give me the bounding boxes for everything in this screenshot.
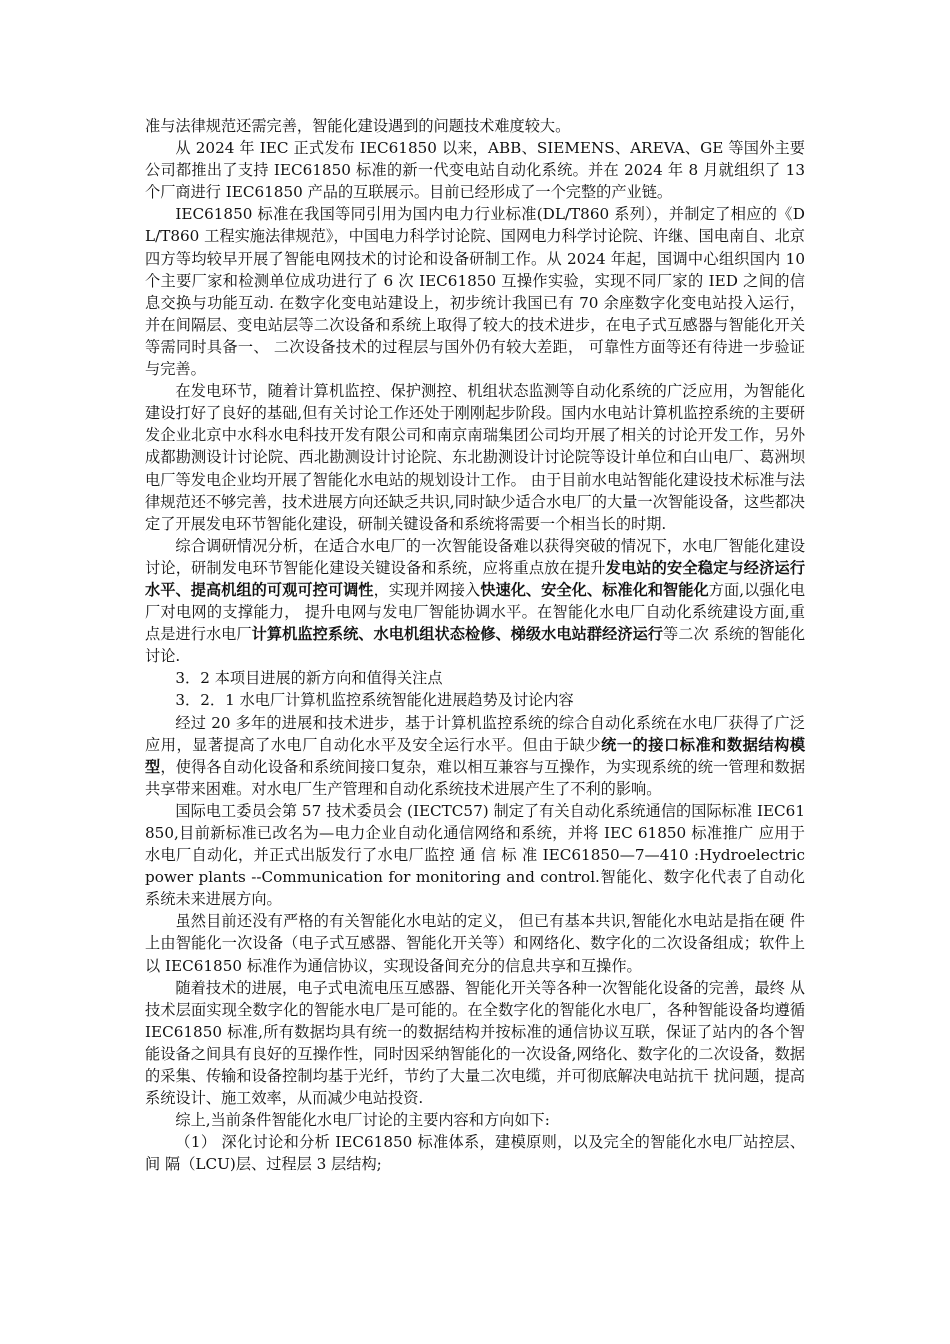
section-heading xyxy=(145,667,805,689)
text-run: 准与法律规范还需完善，智能化建设遇到的问题技术难度较大。 xyxy=(145,117,571,135)
subsection-heading xyxy=(145,689,805,711)
text-run: 从 2024 年 IEC 正式发布 IEC61850 以来，ABB、SIEMENS、AREVA、GE 等国外主要公司都推出了支持 IEC61850 标准的新一代变电站自动化系统。并在 2024 年 8 月就组织了 13 个厂商进行 IEC61850 产品的互联展示。目前已经形成了一个完整的产业链。 xyxy=(145,139,805,202)
document-page xyxy=(145,115,805,1176)
text-run: 虽然目前还没有严格的有关智能化水电站的定义， 但已有基本共识,智能化水电站是指在硬 件上由智能化一次设备（电子式互感器、智能化开关等）和网络化、数字化的二次设备组成；软件上以 IEC61850 标准作为通信协议，实现设备间充分的信息共享和互操作。 xyxy=(145,912,805,975)
paragraph xyxy=(145,535,805,668)
emphasis-text: 统一的接口标准和数据结构模型 xyxy=(145,735,806,776)
text-run: 经过 20 多年的进展和技术进步，基于计算机监控系统的综合自动化系统在水电厂获得了广泛应用，显著提高了水电厂自动化水平及安全运行水平。但由于缺少 xyxy=(145,713,805,754)
paragraph xyxy=(145,712,805,800)
text-run: IEC61850 标准在我国等同引用为国内电力行业标准(DL/T860 系列），并制定了相应的《DL/T860 工程实施法律规范》，中国电力科学讨论院、国网电力科学讨论院、许继、国电南自、北京四方等均较早开展了智能电网技术的讨论和设备研制工作。从 2024 年起，国调中心组织国内 10 个主要厂家和检测单位成功进行了 6 次 IEC61850 互操作实验，实现不同厂家的 IED 之间的信息交换与功能互动. 在数字化变电站建设上，初步统计我国已有 70 余座数字化变电站投入运行，并在间隔层、变电站层等二次设备和系统上取得了较大的技术进步，在电子式互感器与智能化开关等需同时具备一、 二次设备技术的过程层与国外仍有较大差距， 可靠性方面等还有待进一步验证与完善。 xyxy=(145,205,805,379)
text-run: 国际电工委员会第 57 技术委员会 (IECTC57) 制定了有关自动化系统通信的国际标准 IEC61850,目前新标准已改名为—电力企业自动化通信网络和系统，并将 IEC 61850 标准推广 应用于水电厂自动化，并正式出版发行了水电厂监控 通 信 标 准 IEC61850—7—410 :Hydroelectric power plants --Communication for monitoring and control.智能化、数字化代表了自动化系统未来进展方向。 xyxy=(145,801,805,909)
paragraph xyxy=(145,910,805,976)
text-run: 综合调研情况分析，在适合水电厂的一次智能设备难以获得突破的情况下，水电厂智能化建设讨论，研制发电环节智能化建设关键设备和系统，应将重点放在提升 xyxy=(145,536,805,577)
text-run: ，实现并网接入 xyxy=(373,580,481,599)
paragraph xyxy=(145,977,805,1110)
list-item xyxy=(145,1131,805,1175)
emphasis-text: 快速化、安全化、标准化和智能化 xyxy=(480,580,709,599)
emphasis-text: 计算机监控系统、水电机组状态检修、梯级水电站群经济运行 xyxy=(251,625,664,644)
text-run: 方面,以强化电厂对电网的支撑能力， 提升电网与发电厂智能协调水平。在智能化水电厂自动化系统建设方面,重点是进行水电厂 xyxy=(145,580,806,644)
paragraph xyxy=(145,137,805,203)
paragraph xyxy=(145,1109,805,1131)
text-run: （1） 深化讨论和分析 IEC61850 标准体系，建模原则，以及完全的智能化水电厂站控层、间 隔（LCU)层、过程层 3 层结构; xyxy=(145,1133,805,1174)
paragraph xyxy=(145,800,805,910)
paragraph xyxy=(145,380,805,535)
paragraph xyxy=(145,203,805,380)
text-run: 综上,当前条件智能化水电厂讨论的主要内容和方向如下: xyxy=(175,1111,550,1130)
text-run: 随着技术的进展，电子式电流电压互感器、智能化开关等各种一次智能化设备的完善，最终 从技术层面实现全数字化的智能水电厂是可能的。在全数字化的智能化水电厂，各种智能设备均遵循 IEC61850 标准,所有数据均具有统一的数据结构并按标准的通信协议互联，保证了站内的各个智能设备之间具有良好的互操作性，同时因采纳智能化的一次设备,网络化、数字化的二次设备，数据的采集、传输和设备控制均基于光纤，节约了大量二次电缆，并可彻底解决电站抗干 扰问题，提高系统设计、施工效率，从而减少电站投资. xyxy=(145,978,805,1108)
text-run: 3．2 本项目进展的新方向和值得关注点 xyxy=(175,669,443,688)
text-run: 在发电环节，随着计算机监控、保护测控、机组状态监测等自动化系统的广泛应用，为智能化建设打好了良好的基础,但有关讨论工作还处于刚刚起步阶段。国内水电站计算机监控系统的主要研发企业北京中水科水电科技开发有限公司和南京南瑞集团公司均开展了相关的讨论开发工作，另外成都勘测设计讨论院、西北勘测设计讨论院、东北勘测设计讨论院等设计单位和白山电厂、葛洲坝电厂等发电企业均开展了智能化水电站的规划设计工作。 由于目前水电站智能化建设技术标准与法律规范还不够完善，技术进展方向还缺乏共识,同时缺少适合水电厂的大量一次智能设备，这些都决定了开展发电环节智能化建设，研制关键设备和系统将需要一个相当长的时期. xyxy=(145,382,805,533)
paragraph xyxy=(145,115,805,137)
text-run: 3．2．1 水电厂计算机监控系统智能化进展趋势及讨论内容 xyxy=(175,691,574,710)
text-run: 等二次 系统的智能化讨论. xyxy=(145,625,806,666)
emphasis-text: 发电站的安全稳定与经济运行水平、提高机组的可观可控可调性 xyxy=(145,558,806,599)
text-run: ，使得各自动化设备和系统间接口复杂，难以相互兼容与互操作，为实现系统的统一管理和数据共享带来困难。对水电厂生产管理和自动化系统技术进展产生了不利的影响。 xyxy=(145,757,806,798)
